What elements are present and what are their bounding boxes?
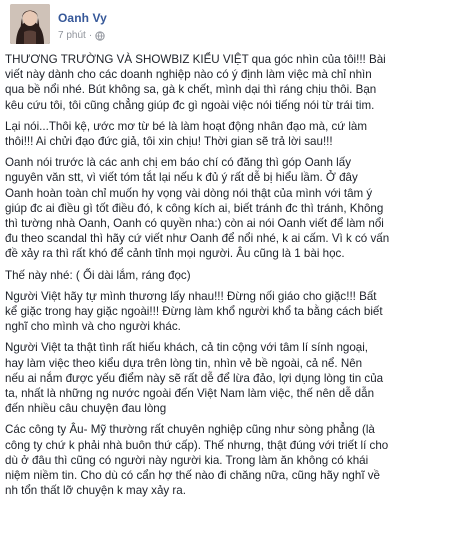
text-line: đến nhiều câu chuyện đau lòng — [5, 402, 167, 416]
paragraph-intro — [5, 52, 443, 113]
text-line: thì tường nhà Oanh, Oanh có quyền nha:) còn ai nói Oanh viết để làm nổi — [5, 217, 384, 231]
author-name[interactable]: Oanh Vy — [58, 11, 107, 25]
text-line: viết này dành cho các doanh nghiệp nào có ý định làm việc mà chỉ nhìn — [5, 68, 372, 82]
text-line: giúp đc ai điều gì tốt điều đó, k công kích ai, biết tránh đc thì tránh, Không — [5, 201, 384, 215]
text-line: nghĩ cho mình và cho người khác. — [5, 320, 181, 334]
text-line: Lại nói...Thôi kệ, ước mơ từ bé là làm hoạt động nhân đạo mà, cứ làm — [5, 119, 368, 133]
text-line: kể giặc trong hay giặc ngoài!!! Đừng làm khổ người khổ ta bằng cách biết — [5, 305, 383, 319]
text-line: qua bề nổi nhé. Bút không sa, gà k chết, mình dại thì ráng chịu thôi. Bạn — [5, 83, 377, 97]
text-line: kêu cứu tôi, tôi cũng chẳng giúp đc gì ngoài việc nói tiếng nói từ trái tim. — [5, 98, 375, 112]
text-line: đu theo scandal thì hãy cứ viết như Oanh để nổi nhé, k ai cấm. Vì k có vấn — [5, 232, 390, 246]
meta-separator: · — [88, 30, 93, 41]
text-line: thôi!!! Ai chửi đạo đức giả, tôi xin chịu! Thời gian sẽ trả lời sau!!! — [5, 135, 333, 149]
paragraph-press-note — [5, 155, 443, 261]
text-line: đề xảy ra thì rất khó để cảnh tỉnh mọi người. Âu cũng là 1 bài học. — [5, 247, 345, 261]
post-timestamp[interactable]: 7 phút — [58, 30, 86, 41]
text-line: Người Việt hãy tự mình thương lấy nhau!!! Đừng nối giáo cho giặc!!! Bất — [5, 289, 377, 303]
paragraph-euro-american-companies — [5, 422, 443, 498]
text-line: nh tổn thất lỡ chuyện k may xảy ra. — [5, 484, 186, 498]
text-line: THƯƠNG TRƯỜNG VÀ SHOWBIZ KIỂU VIỆT qua góc nhìn của tôi!!! Bài — [5, 53, 386, 66]
text-line: Oanh hoàn toàn chỉ muốn hy vọng vài dòng nói thật của mình với tâm ý — [5, 186, 373, 200]
text-line: Oanh nói trước là các anh chị em báo chí có đăng thì góp Oanh lấy — [5, 156, 351, 170]
paragraph-humanitarian — [5, 119, 443, 149]
text-line: niệm niềm tin. Cho dù có cẩn hợ thế nào đi chăng nữa, cũng hãy nghĩ về — [5, 469, 381, 483]
text-line: Thế này nhé: ( Ối dài lắm, ráng đọc) — [5, 268, 191, 282]
text-line: nguyên văn stt, vì viết tóm tắt lại nếu k đủ ý rất dễ bị hiểu lầm. Ở đây — [5, 171, 358, 185]
avatar[interactable] — [10, 4, 50, 44]
text-line: ta, nhất là những ng nước ngoài đến Việt Nam làm việc, thế nên dễ dẫn — [5, 387, 375, 401]
text-line: công ty chứ k phải nhà buôn thứ cấp). Thế nhưng, thật đúng với triết lí cho — [5, 438, 389, 452]
avatar-photo — [10, 4, 50, 44]
post-header — [8, 0, 440, 44]
paragraph-lead-in — [5, 268, 443, 283]
post-meta — [58, 30, 105, 41]
paragraph-vietnamese-unity — [5, 289, 443, 335]
paragraph-hospitality — [5, 340, 443, 416]
text-line: Các công ty Âu- Mỹ thường rất chuyên nghiệp cũng như sòng phẳng (là — [5, 423, 375, 437]
globe-icon[interactable] — [95, 31, 105, 41]
post-body — [5, 52, 443, 504]
text-line: hay làm việc theo kiểu dựa trên lòng tin, nhìn vẻ bề ngoài, cả nể. Nên — [5, 356, 363, 370]
text-line: nếu ai nắm được yếu điểm này sẽ rất dễ để lừa đảo, lợi dụng lòng tin của — [5, 371, 384, 385]
text-line: Người Việt ta thật tình rất hiếu khách, cả tin cộng với tâm lí sính ngoại, — [5, 341, 369, 355]
text-line: dù ở đâu thì cũng có người này người kia. Trong làm ăn không có khái — [5, 453, 369, 467]
